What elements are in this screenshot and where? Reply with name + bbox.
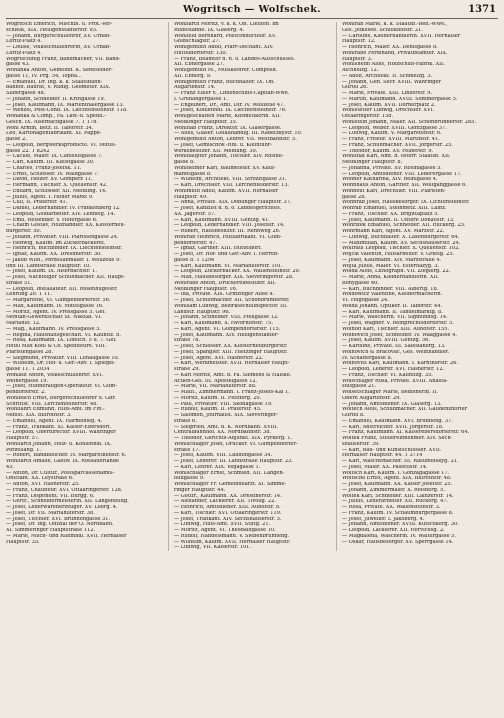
directory-entry: — Rosa, Private. XX. Wallensteinstr. 3. <box>342 505 441 510</box>
directory-entry: — Ignaz, Kaufm. XX. Dresdnerstr. 30. <box>6 252 102 257</box>
directory-entry: Silbergasse 48. <box>6 91 46 96</box>
directory-entry: Piaristengasse 28. <box>6 349 53 355</box>
directory-entry: — Alexander, Lackierer. XII. Tivolig. 22. <box>174 499 276 505</box>
directory-entry: und III. Landstraße Hauptstr. 10. <box>6 263 91 269</box>
directory-entry: — Engelbert, Dr., Amt. Dir. IV. Wollzeile 47. <box>174 102 285 108</box>
directory-entry: straße 6. <box>174 418 197 424</box>
directory-entry: — Josef, Wagner. V. Reinprechtsdorferstr. 5. <box>342 321 454 326</box>
directory-entry: Gürtel 8. <box>342 413 365 418</box>
directory-entry: — Math., Zimmermann. I. Franz-Josefs-Kai 1. <box>174 390 290 395</box>
directory-entry: straße 29. <box>174 367 201 372</box>
directory-entry: Wohlfarth Moritz, v. k. k. Ob. Lieuten. im <box>174 22 279 27</box>
directory-entry: Woischläger Rosa, Private. XVIII. Anasta- <box>342 378 448 384</box>
directory-entry: Woitek Karl, Schneider. XIII. Lainzerstr. 14. <box>342 493 454 499</box>
directory-entry: siusgasse 21. <box>342 384 377 390</box>
directory-entry: — Emanuel, Agent. IX. Harmonieg. 4. <box>6 418 103 424</box>
directory-entry: 45. <box>6 464 15 470</box>
directory-entry: Wohlschlager Ernst, Schmied. XII. Längen- <box>174 470 285 476</box>
directory-entry: werksbesitzer. XII. Meidling. 30. <box>174 148 258 154</box>
column-right <box>336 22 498 551</box>
directory-entry: Wohlsheim Alois, Holzschuh-Fabrik. XII. <box>342 62 445 68</box>
directory-entry: Gürtel 26. <box>342 85 368 91</box>
directory-entry: Hotel Max Kohl & Co. Spediteure. VIII. <box>6 344 107 349</box>
directory-entry: — Josef, Trafikant. XIV. Sechshauserstr. 5. <box>174 516 282 522</box>
directory-entry: Augartenstr. 14. <box>174 85 216 91</box>
directory-entry: — Josef, Schlosser. XX. Klosterneuburgerstr. <box>174 344 288 349</box>
directory-entry: — Josef, Tischler. XVI. Brunnengasse 31. <box>6 516 111 522</box>
directory-entry: Wohlgemuth Adolf, Pfarr-Dechant. XIV. <box>174 45 274 50</box>
directory-entry: — Franz, Tischler. VI. Kaunitzg. 35. <box>342 372 433 378</box>
directory-entry: — Leopold, Bergwerksproducte. VI. Mittel- <box>6 142 117 148</box>
directory-entry: — Wilhelm, Dr. Hof- u. Ger.-Adv. I. Spiegel- <box>6 361 116 367</box>
directory-entry: — Leopold, Oberdirector. XVIII. Währinger <box>6 430 116 436</box>
directory-entry: gasse 28. <box>342 194 367 200</box>
directory-entry: — Josef, Kaufmann. XX. Kaiser Josefstr. 25. <box>342 482 453 487</box>
directory-entry: — Ludwig, Buchhalter. X. Laxenburgerstr. 64. <box>342 234 460 240</box>
page-number: 1371 <box>468 4 496 15</box>
directory-entry: gasse 8. T 1294 <box>174 257 215 263</box>
directory-entry: Woinovich Josef, Schneider. IV. Waaggasse 4. <box>342 332 457 338</box>
directory-entry: Wohlgemuth Anton, Lehrer. VII. Westbahnstr. 5. <box>174 137 297 142</box>
directory-entry: — Anton, Dr. Cultur., Postsparcassenamts- <box>6 470 115 476</box>
directory-entry: — Jakob Wilh., Porzellanmaler. I. Wollzeile 9. <box>6 257 121 263</box>
directory-entry: — Siegmund, Privatier. VIII. Lenaugasse 10. <box>6 355 120 361</box>
directory-entry: — Emanuel, Dr. Ing. k. k. Staatsbahn- <box>6 79 103 85</box>
directory-entry: — Eduard, Schlosser. XII. Meidling. 14. <box>6 188 107 194</box>
directory-entry: — Carl, Kaufm. III. Kleistgasse 30. <box>6 160 95 165</box>
directory-entry: — Emanuel, Kaufmann. XVI. Brunneng. 37. <box>342 418 453 424</box>
directory-entry: VI. Hugogasse 24. <box>342 298 389 303</box>
directory-entry: Meidlinger Hauptstr. 8. <box>342 160 403 165</box>
directory-entry: — Karl, Kaufmann. XVIII. Gentzg. 41. <box>174 217 270 223</box>
directory-entry: Wohrizek Emanuel, Schneider. XII. Ruckerg. 25. <box>342 223 466 229</box>
directory-entry: — Paul, Privatier. VIII. Skodagasse 19. <box>174 401 273 407</box>
directory-entry: — Salomon, Journalist. XIX. Sieveringer- <box>174 413 278 418</box>
directory-entry: Wohlgemuth Franz, Buchhalter. IX. Ob. <box>174 79 275 85</box>
directory-entry: mannsgasse 8. <box>174 171 212 177</box>
directory-entry: — Franz, Kaufmann. XI. Kaiserebersdorferstr. 64. <box>342 430 470 436</box>
directory-entry: gasse 2. <box>6 137 27 142</box>
directory-entry: — Wenzel, Post-Cond. IX. Liechtensteinstr. 118. <box>6 108 128 114</box>
directory-entry: Wojta Julius, Maler. VI. Esterhazyg. 3. <box>342 263 440 269</box>
directory-entry: XX. Jägerstr. 57. <box>174 211 216 217</box>
directory-entry: — Josef, Kaufm. IX. Alserbachstr. 1. <box>6 269 97 275</box>
directory-entry: — Wilhelm, Kaufm. XVII. Hernalser Hauptstr. <box>174 539 291 545</box>
directory-entry: XII. Ebnerg. 9. <box>174 73 212 79</box>
directory-entry: Wohl Armin, Betz. II. Taborstr. 34. <box>6 125 94 131</box>
directory-columns <box>6 22 498 551</box>
directory-entry: — Wilhelm, Architekt. VIII. Strozzigasse 31. <box>174 177 287 183</box>
directory-entry: — Ernst, Schlosser. IV. Waldgasse 7. <box>6 171 99 177</box>
directory-entry: Woida Alois, Lithograph. VII. Zieglerg. 22. <box>342 269 451 275</box>
directory-entry: I. Grünangergasse 1. <box>174 96 228 102</box>
directory-entry: — Leopold, Lackierer. XII. Hervicusg. 2. <box>342 528 445 533</box>
directory-entry: — Alois, Glaser. Gefäßhandlg. III. Radetzkystr. 10. <box>174 131 303 137</box>
directory-entry: — Charles, Franz-Josefsk. 11. <box>6 165 82 171</box>
directory-entry: — Karl, Drechsler. VIII. Lerchenfelderstr. 13. <box>174 183 290 188</box>
directory-entry: ringer Hauptstr. 44. <box>174 487 226 493</box>
directory-entry: — Johann, Gen. Secr. XVIII. Währinger <box>342 79 441 85</box>
directory-entry: — Josef, Kohlenhdl. IX. Liechtensteinstr. 76. <box>174 108 287 114</box>
directory-entry: — Johann, Zimmermaler. X. Reisnerg. 5. <box>342 487 445 493</box>
directory-entry: — Franz Edler v., Linienschiffs-Capitän-Wwe. <box>174 91 290 96</box>
directory-entry: — Josef, Kanzlist d. n. ö. Landesgerichtes. <box>174 206 282 211</box>
running-title: Wogritsch — Wolfschek. <box>183 4 321 15</box>
directory-entry: Loritz-Platz 4. <box>6 39 42 45</box>
directory-entry: — Johanna, Private. XV. Rosinagasse 5. <box>342 165 442 171</box>
directory-entry: — Marie, Wäscherin. VII. Sigmundsg. 14. <box>342 315 448 321</box>
directory-entry: Wohlhab Franz, Direktor. IX. Glasergasse. <box>174 125 282 131</box>
directory-entry: Mariahilf. 12. <box>6 321 41 326</box>
directory-entry: Wohlthat Karl, Amt. d. österr. Staatsb. XII. <box>342 154 451 160</box>
directory-entry: — Karl, Werkmeister. XVII. Hernalser Haupt- <box>174 361 290 367</box>
directory-entry: IV. Schäffergasse 8. <box>342 355 393 361</box>
directory-entry: — Johann, Amtsdiener. IX. Glaserg. 13. <box>342 401 442 407</box>
directory-entry: Actien-Ges. III. Apostelgasse 12. <box>174 378 258 384</box>
directory-entry: — Max, Kaufmann. IV. Mittelgasse 16. <box>6 303 104 309</box>
directory-entry: — Max, Hausbesorger. XIX. Sieveringerstr. 28. <box>174 275 294 280</box>
directory-entry: — Josef, Kaufmann, IX. Marienthalergasse 13. <box>6 102 125 108</box>
directory-entry: — Johann, Bürgerschullehrer, XV. Urban- <box>6 33 111 39</box>
directory-entry: Wojcik Valentin, Hilfsarbeiter. V. Griesg. 25. <box>342 252 455 257</box>
directory-entry: — Ludwig, VII. Kaiserstr. 101. <box>174 545 252 551</box>
directory-entry: Wohanka & Comp., Fa. Lkw.-u. Spedit.- <box>6 114 107 119</box>
directory-entry: Leo, Kartonagenfabrikant. XI. Pappe- <box>6 131 102 137</box>
directory-entry: — Marie, VII. Mariahilferstr. 88. <box>174 384 257 390</box>
directory-entry: — Louise, Volksschullehrerin, XV. Urban- <box>6 45 111 50</box>
directory-entry: Wohlfeld Bernhard, Postconducteur. XV. <box>174 33 277 39</box>
directory-entry: — Karl, Lehrer. XIX. Vegagasse 1. <box>174 464 261 470</box>
directory-entry: — Cäcilie, Maler. IX. Canisiusgasse 7. <box>6 154 103 160</box>
directory-entry: — Karl, Kaufmann. X. Favoritenstr. 75. <box>174 321 273 326</box>
directory-entry: — Julius, Agent. I. Hoher Markt 9. <box>6 194 94 200</box>
directory-entry: — Caroline, Kleiderhändlerin. XVII. Hernalser <box>342 33 461 39</box>
directory-entry: — Gottfr., Kaufmann. XX. Dresdnerstr. 14. <box>174 493 282 499</box>
directory-entry: — Hedwig, Kaufm. im Zuckerbäckerei. <box>6 240 106 246</box>
directory-entry: straße 51. <box>6 280 33 286</box>
directory-entry: Wohlstetter Ludwig, Drechsler. XVI. <box>342 108 435 114</box>
directory-entry: — Karl, Bau- und Kunstschlosser. XVII. <box>342 447 442 453</box>
directory-entry: gasse 22. T 8242 <box>6 148 50 154</box>
directory-entry: — Margarethe, VI. Gumpendorferstr. 56. <box>6 298 111 303</box>
directory-entry: bahnof. Baurat, V. Rüdig. Geometer. XIX. <box>6 85 111 91</box>
directory-entry: Centralbahnhof. XX. Nordbahnstr. 38. <box>174 430 272 436</box>
directory-entry: Woinoff Karl, Tischler. XIII. Auhofstr. 155. <box>342 326 450 332</box>
directory-entry: — Ida, Private. XIX. Grinzinger Allee 4. <box>174 292 275 298</box>
directory-entry: — Chaim Gustav, Holzhändler. XX. Klosterneu- <box>6 223 126 229</box>
directory-entry: — Leopold, Zuckerbäcker. XX. Wallensteinstr. 29. <box>174 269 301 275</box>
directory-entry: — Leopold, Lederhändler. VIII. Josefstr. 14. <box>174 223 285 229</box>
directory-entry: — Josef, Kaufm. XVIII. Gentzg. 56. <box>342 338 430 344</box>
directory-entry: — Josef, Kaufmann. XIV. Märzstraße 4. <box>342 257 442 263</box>
directory-entry: Hernalser Hauptstr. 44. T 3714 <box>342 453 423 459</box>
directory-entry: Wogrtschinig Franz, Bandmacher, VII. Band- <box>6 56 121 62</box>
directory-entry: Obere Augartenstr. 29. <box>342 395 401 401</box>
directory-entry: Hauptstr. 57. <box>6 436 40 441</box>
directory-entry: Lehrling 20. T 11. <box>6 292 52 298</box>
directory-entry: Woinovits Karl, Kaufmann. I. Kärntnerstr. 26. <box>342 361 458 367</box>
directory-entry: — Oskar, Hausbesorger. XV. Sperrgasse 14. <box>342 539 454 545</box>
directory-entry: Woitek Franz, Steuereinnehmer. XIV. Sech- <box>342 436 453 441</box>
directory-entry: — Josef, Dr. VII. Mariahilferstr. 38. <box>6 510 95 516</box>
directory-entry: — Leopold, Weber. XVIII. Gentzgasse 37. <box>342 125 447 131</box>
directory-entry: — Moritz, Agent. VI. Theobaldgasse 10. <box>174 528 276 533</box>
directory-entry: — Ludwig, Hilfs-Amt. XVII. Stiftg. 21. <box>174 522 271 528</box>
directory-entry: — Franz, Beamter d. n. ö. Landes-Ausschusses. <box>174 56 296 62</box>
directory-entry: — Johann, Privatier. VIII. Piaristengasse 24. <box>6 234 119 240</box>
directory-entry: — Rudolf, Handelsmann. V. Siebenbrunneng. <box>174 533 290 539</box>
directory-entry: — Moritz, Agent. IV. Pressgasse 5. Gef. <box>6 309 106 315</box>
directory-entry: — Johann, Schneider. VIII. Pfeilgasse 12. <box>174 315 279 321</box>
directory-entry: Ges. Jedlesee. Schloßhofstr. 21. <box>342 27 423 33</box>
directory-entry: Wohlbach Ernst, Bürgerschullehrer u. Gbr. <box>6 395 116 401</box>
directory-entry: — Ignaz, Gärtner. XIII. Hütteldorf. <box>174 246 262 252</box>
directory-entry: Wohlsam Ludwig, Bezirksschulinspector. III. <box>174 303 288 309</box>
directory-entry: — Robert, Bandbleicher. IV. Margarethenstr. 6. <box>6 453 127 459</box>
directory-entry: Woitech Alois, Schuhmacher. XII. Gaudenzdorfer <box>342 407 468 413</box>
directory-entry: — Josef, Nachfolger Schuhmacher. XII. Haupt- <box>6 275 125 280</box>
directory-entry: — Regina, Haushaltsgeschäft. VI. Kaunitz. 8. <box>6 332 121 338</box>
directory-entry: — Karoline, Private. III. Salesianerg. 13. <box>342 344 446 349</box>
directory-entry: straße 78. <box>174 338 201 344</box>
directory-entry: — Martin, Kaufmann. XVIII. Sommergasse 5. <box>342 96 458 102</box>
directory-entry: schleiß, XIX. Heiligenstädterstr. 93. <box>6 27 98 33</box>
column-left <box>6 22 162 551</box>
directory-entry: — Heinrich, Maler. XX. Denisgasse 8. <box>342 45 438 50</box>
directory-entry: — Hermann, Tischler. X. Quellenstr. 42. <box>6 183 108 188</box>
directory-entry: pendorferstr. 47. <box>174 240 218 246</box>
directory-entry: — Leopold, Goldarbeiter. XIV. Lehneig. 14. <box>6 211 116 217</box>
directory-entry: Hauptstr. 49. <box>174 194 208 200</box>
directory-entry: Wohnhaus Anton, Gärtner. XII. Wolfganggasse 6. <box>342 183 467 188</box>
directory-entry: Hauptstr. 3. <box>342 56 373 62</box>
directory-entry: Bonygasse 40. <box>342 280 379 286</box>
directory-entry: Porzellang. 1. <box>6 447 42 453</box>
directory-entry: — Emil, Reisender. V. Hofergasse 6. <box>6 217 98 223</box>
directory-entry: — Maximilian, Kaufm. XV. Sechshauserstr. 24. <box>342 240 461 246</box>
directory-entry: Wohlrab Heinrich, Hutfabrikant. VI. Gum- <box>174 234 282 240</box>
directory-entry: — Josef, Maler. XX. Pasettistr. 14. <box>342 464 428 470</box>
directory-entry: Wohlgemuth M., Musiklehrer. Composit. <box>174 68 278 73</box>
column-middle <box>168 22 330 551</box>
directory-entry: — Anna, Private. XIX. Döblinger Hauptstr. 37. <box>174 200 292 206</box>
directory-entry: shauserstr. 39. <box>342 441 380 447</box>
directory-entry: — Josef, Lederwarenerzeuger. XV. Löhrg. 4. <box>6 505 118 510</box>
directory-entry: Wohlfarth Johann, Holz- u. Kohlenhdl. IX. <box>6 441 112 447</box>
directory-entry: Minist. XIX. Billrothstr. 3. <box>6 413 72 418</box>
directory-entry: Goldschlagstr. 27. <box>174 39 221 45</box>
directory-entry: Aichholzg. 12. <box>342 68 379 73</box>
directory-entry: Wohlgeschaffen Marie, Kosmetikerin. XII. <box>174 114 281 119</box>
directory-entry: Wohlfarth Amalie, Gastw. IX. Rossauerlände <box>6 459 119 464</box>
directory-entry: — Karl, Tischler. XVI. Ottakringerstr. 119. <box>174 510 282 516</box>
directory-entry: Officiant. XX. Leystraße 6. <box>6 476 74 482</box>
directory-entry: — Leopold, Installateur. XII. Rosenhügelstr. <box>6 286 118 292</box>
directory-entry: — Josef, Kaufmann. XIV. Heiligenstädter- <box>174 332 279 338</box>
directory-entry: — Karl, Anstreicher. XVII. Jörgerstr. 18. <box>342 424 444 430</box>
directory-entry: pendorferstr. 2. <box>6 390 46 395</box>
directory-entry: Schriftst. VIII. Lerchenfelderstr. 48. <box>6 401 98 407</box>
directory-entry: — Adolf, Architekt. II. Schmelzg. 3. <box>342 73 433 79</box>
directory-entry: — Josef, Juwelier. I. Jakoberg. 4. <box>342 516 425 522</box>
directory-entry: Wohlstein Johann, Maler. XII. Schönbrunnerstr. 285. <box>342 119 477 125</box>
directory-entry: Wohlfahrt Edmund, Hilfs-Amt. im Fin.- <box>6 407 105 413</box>
directory-entry: — Marie, Anna, Kleiderhändlerin. XII. <box>342 275 440 280</box>
directory-entry: Wohrmann Karl, Agent. XV. Märzstr. 22. <box>342 229 445 234</box>
directory-entry: — Daniel, Lederhändler. IV. Frankenberg 12. <box>6 206 121 211</box>
directory-entry: Woitsch Karl, Kaufm. I. Gonzagagasse 17. <box>342 470 450 476</box>
directory-entry: — Gertr., Schneidermeisterin. XII. Längenfeldg. <box>6 499 129 505</box>
directory-entry: — Josef, Dr. Hof- und Ger.-Adv. I. Herren- <box>174 252 279 257</box>
directory-entry: — Johann, Schneider. II. Kriftgasse 19. <box>6 96 106 102</box>
directory-entry: — Josef, Kaufm. VIII. Laudongasse 34. <box>174 453 273 459</box>
directory-entry: — Josef, Spängler. XIII. Hietzinger Hauptstr. <box>174 349 288 355</box>
directory-entry: — Josef, Gemischtw.-Hdl. u. Kleinfuhr- <box>174 142 272 148</box>
directory-entry: Wohlrab Marie, k. k. Staatsb.-Bed.-Wwe., <box>342 22 448 27</box>
directory-entry: — Franz, Tischler. XX. Brigittaplatz 5. <box>342 211 440 217</box>
directory-entry: Wohlschläger Fr. Gemeindearzt. XI. Simme- <box>174 482 287 487</box>
directory-entry: Wohlhaupter Johann, Tischler. XIV. Rosine- <box>174 154 284 160</box>
directory-entry: Ottakringerstr. 158. <box>342 114 394 119</box>
directory-entry: — Leopold, Amtsdiener. VIII. Lederergasse 17. <box>342 171 462 177</box>
directory-entry: Landstr. Hauptstr. 96. <box>174 309 231 315</box>
directory-entry: — Josef, Agent. XVI. Hasnerstr. 22. <box>174 355 264 361</box>
directory-entry: Montan-Gewerkschaft St. Nikolai. VI. <box>6 315 102 321</box>
directory-entry: — Karl, Agent. VI. Gumpendorferstr. 115. <box>174 326 281 332</box>
directory-entry: — Franz, Trafikant. XI. Kaiser-Ebersdorf. <box>6 424 112 430</box>
directory-entry: burgerstr. 50. <box>6 229 42 234</box>
directory-entry: gasse 11. T 2034 <box>6 367 50 372</box>
directory-entry: gasse 11, IV. Prg. 54, Topba... <box>6 73 82 79</box>
directory-entry: — Marie, Milch- und Rahmhdl. XVII. Hernalser <box>6 533 127 539</box>
directory-entry: Meidlinger Hauptstr. 16. <box>174 286 238 292</box>
directory-entry: — Josef, Kaufm. XVII. Dornerplatz 2. <box>342 102 436 108</box>
directory-entry: gasse 8. <box>174 160 195 165</box>
directory-entry: Woidowicz Valentine, Kleidermacherin. <box>342 292 443 298</box>
directory-entry: Wohner Katharina, XIV. Reinlgasse 4. <box>342 177 438 183</box>
directory-entry: Wolfraul Leopold, Tischler. X. Quellenstr. 102. <box>342 246 460 252</box>
directory-entry: — Josef, Lederer. III. Landstraße Hauptstr. 23. <box>174 459 293 464</box>
directory-entry: — Josef, Kaufmann. II. Untere Donaustr. 13. <box>342 217 455 223</box>
directory-entry: Woinovich & Bracovac, Ges. Weinhändler. <box>342 349 450 355</box>
directory-entry: — Heinrich, Amtsdiener. XIII. Auhofstr. 8. <box>174 505 281 510</box>
directory-entry: Ruhestande. IX. Glaserg. 4. <box>174 27 245 33</box>
directory-entry: — Karl Moritz, Amt. d. Fa. Siemens & Halske. <box>174 372 292 378</box>
directory-entry: Woisetschläger Marie, Bedienerin. II. <box>342 390 438 395</box>
directory-entry: Wohanka Anton, Gemeind. K. Seneselder- <box>6 68 113 73</box>
directory-entry: Wohlauf Anton, Volksschullehrer. XVI. <box>6 372 104 378</box>
directory-entry: — Franz, Friseur. XVIII. Martinstr. 41. <box>342 137 440 142</box>
directory-entry: — Julius, Lederarbeiter. XII. Ruckerg. 47. <box>342 499 449 505</box>
directory-entry: — Franz, Kaufm. IV. Schaumburgergasse 8. <box>342 510 454 516</box>
directory-entry: — Anton, XVI. Hasnerstr. 25. <box>6 482 80 487</box>
page-header <box>6 4 498 19</box>
directory-entry: — Karl, Kaufmann. II. Tandelmarktg. 8. <box>342 309 443 315</box>
directory-entry: Weinergasse 19. <box>6 378 49 384</box>
directory-entry: — Franz, Chauffeur. XVI. Ottakringerstr. 128. <box>6 487 123 493</box>
directory-entry: Wohlheimer Karl, Baumeister. XV. Kauf- <box>174 165 276 171</box>
directory-entry: Hütteldorferstr. 130. <box>174 50 228 56</box>
directory-entry: — Josef, Dr. Ing. Offizial der Ö. Nordbahn. <box>6 522 114 528</box>
directory-entry: Hauptstr. 12. <box>342 39 376 45</box>
directory-entry: — Karl, Wäschemacher. III. Rasumofskyg. 21. <box>342 459 459 464</box>
directory-entry: — Johann, Amtsdiener. XVIII. Kutschkerg. 30. <box>342 522 459 528</box>
directory-entry: — Moritz, Kaufm. II. Pfeifferg. 20. <box>174 395 262 401</box>
directory-entry: — Mag., Kaufmann. IV. Pressgasse 5. <box>6 326 102 332</box>
directory-entry: — Heinrich, Buchbinder. IX. Liechtensteinstr. <box>6 246 123 252</box>
directory-entry: — Siegfried, Amt. d. K. Nordbahn. XVIII. <box>174 424 279 430</box>
directory-entry: — Theodor, Gerichts-Adjunkt. XIX. Pyrkerg. 1. <box>174 436 293 441</box>
directory-entry: XI. Simmeringer Hauptstraße 112. <box>6 528 96 533</box>
directory-entry: — Josef, Hühneraugen-Operateur. VI. Gum- <box>6 384 117 390</box>
directory-entry: Wohnout Karl, Drechsler. VIII. Piaristen- <box>342 188 446 194</box>
directory-entry: Wohrab Emanuel, Steinmetz. XIII. Lainz. <box>342 206 447 211</box>
directory-entry: Wogritsch Emerich, Mischbl. u. Prot.-Ver- <box>6 22 113 27</box>
directory-entry: — Franz, Schuhmacher. XVII. Jörgerstr. 25. <box>342 142 453 148</box>
directory-entry: — Marie, Private. XIII. Linzerstr. 9. <box>342 91 433 96</box>
directory-entry: Wohlmuth Adolf, Kaufm. XVII. Hernalser <box>174 188 279 194</box>
directory-entry: Wohlrabe Anton, Druckereibesitzer. XII. <box>174 280 277 286</box>
directory-entry: — Robert, Hausbesitzer. III. Rennweg 26. <box>174 229 281 234</box>
directory-entry: Woida Johann, Optiker. II. Taborstr. 44. <box>342 303 443 309</box>
directory-entry: Meidlinger Hauptstr. 35. <box>174 119 238 125</box>
directory-entry: Loritz-Platz 4. <box>6 50 42 56</box>
directory-entry: Hauptstr. 35. <box>6 539 40 545</box>
directory-entry: — Josef, Schuhmacher. XII. Schönbrunnerstr. <box>174 298 290 303</box>
directory-entry: — Rosa, Kaufmann. IX. Löblich. 5 u. 7. Gef. <box>6 338 117 344</box>
directory-entry: Wohnrab Josef, Hausbesorger. IX. Lichtensteinstr. <box>342 200 470 206</box>
directory-entry: — Karl, Buchbinder. VIII. Albertg. 18. <box>342 286 439 292</box>
directory-entry: Woitsche Ernst, Agent. XIX. Billrothstr. 48. <box>342 476 452 482</box>
directory-entry: — Theodor, Kaufm. XV. Felberstr. 9. <box>342 148 434 154</box>
directory-entry: gasse 43. <box>6 62 31 68</box>
directory-entry: Gesch. IX. Alserbachgasse 7. T 178. <box>6 119 98 125</box>
directory-entry: — David, Heizer. XV. Gomperz 11. <box>6 177 93 183</box>
directory-entry: XII. Ebnergasse 27. <box>174 62 225 68</box>
directory-entry: Wohlschläger Josef, Drucker. VI. Gumpendorfer- <box>174 441 298 447</box>
directory-entry: — Cilli, II. Praterstr. 41. <box>6 200 68 206</box>
directory-entry: feldgasse 9. <box>174 476 205 482</box>
directory-entry: — Ludwig, Kaufm. V. Margaretenstr. 6. <box>342 131 442 137</box>
directory-entry: — Karl, Kaufmann. VI. Mariahilferstr. 101. <box>174 263 283 269</box>
directory-entry: — Magdalena, Wäscherin. IV. Waltergasse 5. <box>342 533 456 539</box>
directory-entry: straße 17. <box>174 447 201 453</box>
directory-entry: — Rudolf, Kaufm. II. Praterstr. 45. <box>174 407 262 413</box>
directory-entry: — Leopold, Lederer. XVI. Hasnerstr. 12. <box>342 367 445 372</box>
directory-entry: — Franz, Disponent. VII. Burgg. 6. <box>6 493 95 499</box>
directory-entry: Wohlrabe Ferdinand, Privatbeamter. XIX. <box>342 50 448 56</box>
